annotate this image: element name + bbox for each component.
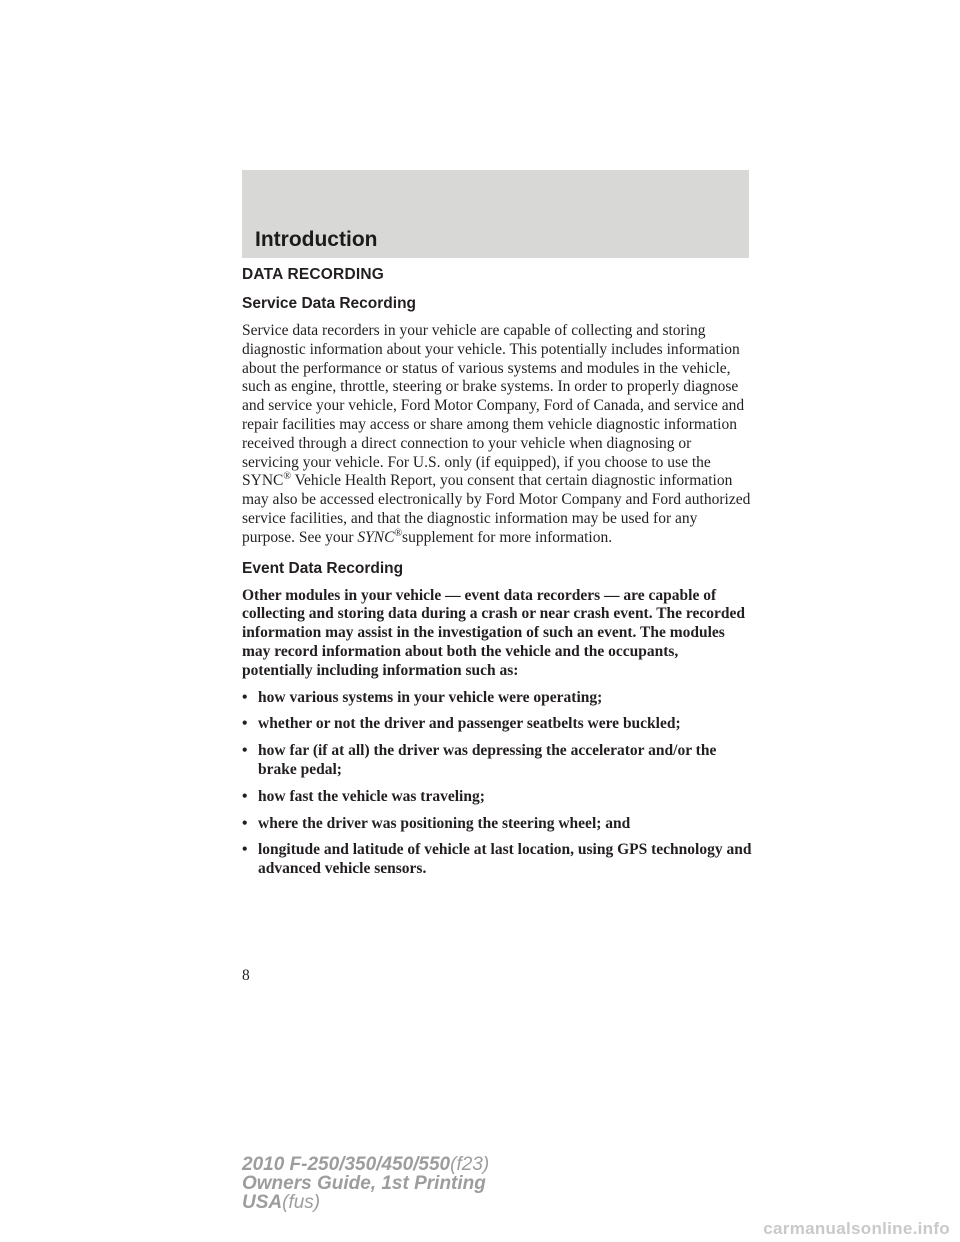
watermark-link[interactable]: carmanualsonline.info (763, 1219, 950, 1238)
registered-mark-2: ® (394, 527, 403, 539)
list-item-text: how fast the vehicle was traveling; (258, 787, 485, 805)
sync-italic: SYNC (357, 528, 395, 546)
bullet-icon: • (242, 841, 248, 859)
service-data-paragraph (242, 322, 752, 548)
list-item-text: whether or not the driver and passenger seatbelts were buckled; (258, 715, 681, 733)
event-data-list (242, 689, 752, 879)
footer-model-code: (f23) (450, 1154, 490, 1175)
footer-region: USA (242, 1192, 283, 1213)
list-item-text: how far (if at all) the driver was depressing the accelerator and/or the brake pedal; (258, 742, 717, 778)
list-item (242, 742, 752, 780)
service-data-heading: Service Data Recording (242, 295, 417, 312)
footer-model: 2010 F-250/350/450/550 (242, 1154, 451, 1175)
page-number: 8 (242, 967, 250, 984)
list-item-text: where the driver was positioning the steering wheel; and (258, 814, 631, 832)
service-text-2: Vehicle Health Report, you consent that certain diagnostic information may also be accessed electronically by Ford Motor Company and Ford authorized service facilities, and that the diagnostic information may be used for any purpose. See your (242, 472, 751, 546)
service-text-3: supplement for more information. (402, 528, 613, 546)
bullet-icon: • (242, 715, 248, 733)
service-text-1: Service data recorders in your vehicle are capable of collecting and storing diagnostic information about your vehicle. This potentially includes information about the performance or status of various systems and modules in the vehicle, such as engine, throttle, steering or brake systems. In order to properly diagnose and service your vehicle, Ford Motor Company, Ford of Canada, and service and repair facilities may access or share among them vehicle diagnostic information received through a direct connection to your vehicle when diagnosing or servicing your vehicle. For U.S. only (if equipped), if you choose to use the SYNC (242, 322, 745, 490)
footer-region-code: (fus) (282, 1192, 321, 1213)
list-item-text: longitude and latitude of vehicle at last location, using GPS technology and advanced vehicle sensors. (258, 841, 752, 878)
main-heading: DATA RECORDING (242, 266, 385, 283)
list-item (242, 715, 752, 734)
bullet-icon: • (242, 814, 248, 832)
bullet-icon: • (242, 787, 248, 805)
list-item (242, 841, 752, 879)
section-title: Introduction (255, 228, 378, 251)
event-data-paragraph: Other modules in your vehicle — event data recorders — are capable of collecting and storing data during a crash or near crash event. The recorded information may assist in the investigation of such an event. The modules may record information about both the vehicle and the occupants, potentially including information such as: (242, 586, 746, 679)
bullet-icon: • (242, 688, 248, 706)
list-item (242, 689, 752, 708)
bullet-icon: • (242, 742, 248, 760)
list-item (242, 788, 752, 807)
registered-mark: ® (283, 471, 291, 483)
list-item-text: how various systems in your vehicle were operating; (258, 688, 603, 706)
list-item (242, 815, 752, 834)
event-data-heading: Event Data Recording (242, 559, 404, 577)
page-content (242, 266, 752, 887)
footer-edition: Owners Guide, 1st Printing (242, 1173, 486, 1194)
footer-print-info (242, 1155, 489, 1212)
